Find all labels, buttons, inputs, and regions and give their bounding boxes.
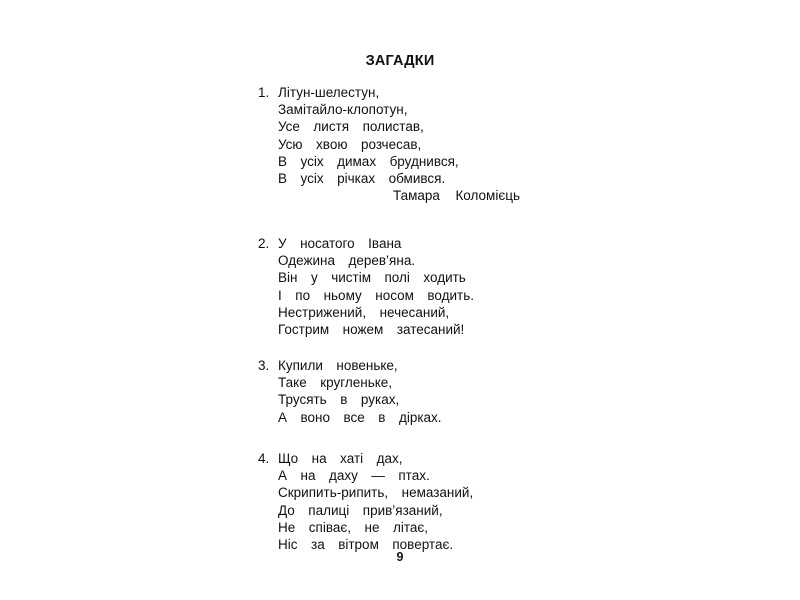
riddle-line: Нестрижений, нечесаний, [278,304,450,320]
riddle-author: Тамара Коломієць [392,188,520,204]
riddle-line: Одежина дерев’яна. [278,253,416,269]
riddle-line: Усе листя полистав, [278,119,424,135]
riddle-1 [258,84,558,204]
riddle-line: Купили новеньке, [278,358,398,373]
riddle-number: 1. [258,85,270,100]
riddle-line: Замітайло-клопотун, [278,102,408,118]
riddle-line: До палиці прив’язаний, [278,502,443,518]
riddle-line: В усіх димах бруднився, [278,153,459,169]
riddle-line: А воно все в дірках. [278,409,442,425]
riddle-line: А на даху — птах. [278,468,430,484]
page-number: 9 [396,550,404,564]
riddle-line: Не співає, не літає, [278,519,429,535]
riddle-line: Гострим ножем затесаний! [278,322,465,338]
riddle-line: Він у чистім полі ходить [278,270,466,286]
riddle-number: 2. [258,236,270,251]
riddle-line: Усю хвою розчесав, [278,136,422,152]
riddle-line: Ніс за вітром повертає. [278,537,454,553]
page-title: ЗАГАДКИ [365,53,435,69]
riddle-line: Що на хаті дах, [278,451,403,466]
riddle-4 [258,450,558,553]
riddle-number: 4. [258,451,270,466]
riddle-line: В усіх річках обмився. [278,171,446,187]
riddle-line: Літун-шелестун, [278,85,380,100]
riddle-line: Таке кругленьке, [278,375,393,391]
riddle-line: І по ньому носом водить. [278,287,475,303]
riddle-number: 3. [258,358,270,373]
riddle-line: Скрипить-рипить, немазаний, [278,485,474,501]
riddle-2 [258,235,558,338]
riddle-3 [258,357,558,426]
riddle-line: Трусять в руках, [278,392,400,408]
riddle-line: У носатого Івана [278,236,402,251]
